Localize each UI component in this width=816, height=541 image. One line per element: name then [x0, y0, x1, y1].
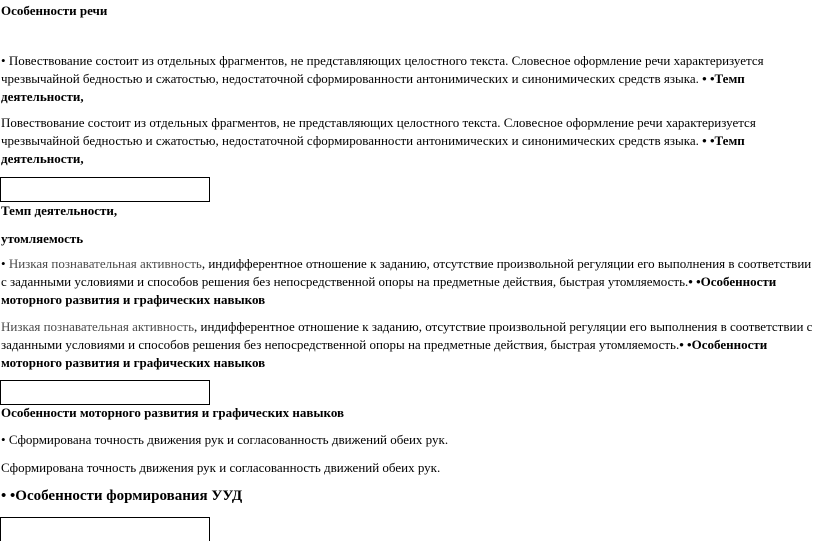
bullet-icon: • — [1, 488, 7, 504]
bullet-icon: • — [702, 71, 707, 86]
bullet-icon: • — [687, 337, 692, 352]
highlighted-text: Низкая познавательная активность — [1, 319, 194, 334]
bullet-icon: • — [709, 133, 715, 148]
bullet-icon: • — [10, 488, 16, 504]
bullet-icon: • — [1, 53, 6, 68]
inline-heading: Особенности моторного развития и графических навыков — [1, 337, 768, 370]
speech-plain-paragraph — [1, 114, 813, 168]
section-heading: Особенности моторного развития и графических навыков — [1, 405, 345, 420]
inline-heading: Темп деятельности, — [1, 133, 745, 166]
bullet-icon: • — [696, 274, 701, 289]
motor-bullet-paragraph — [1, 431, 813, 449]
bullet-icon: • — [702, 133, 707, 148]
empty-frame — [0, 380, 210, 405]
motor-text: Сформирована точность движения рук и согласованность движений обеих рук. — [1, 460, 441, 475]
bullet-icon: • — [1, 432, 6, 447]
uud-heading-text: Особенности формирования УУД — [15, 488, 243, 504]
bullet-icon: • — [1, 256, 6, 271]
section-heading: Темп деятельности, — [1, 203, 118, 218]
bullet-icon: • — [709, 71, 715, 86]
speech-text: Повествование состоит из отдельных фрагментов, не представляющих целостного текста. Словесное оформление речи характеризуется чрезвычайной бедностью и сжатостью, недостаточной сформированности антонимических и синонимических средств языка. — [1, 115, 756, 148]
motor-plain-paragraph — [1, 459, 813, 477]
section-subheading: утомляемость — [1, 231, 84, 246]
page-title: Особенности речи — [1, 3, 108, 18]
empty-frame — [0, 177, 210, 202]
inline-heading: Особенности моторного развития и графических навыков — [1, 274, 777, 307]
uud-heading — [1, 488, 242, 505]
tempo-plain-paragraph — [1, 318, 813, 372]
empty-frame — [0, 517, 210, 541]
speech-bullet-paragraph — [1, 52, 813, 106]
tempo-text: , индифферентное отношение к заданию, отсутствие произвольной регуляции его выполнения в соответствии с заданными условиями и способов решения без непосредственной опоры на предметные действия, быстрая утомляемость. — [1, 319, 813, 352]
motor-text: Сформирована точность движения рук и согласованность движений обеих рук. — [8, 432, 449, 447]
inline-heading: Темп деятельности, — [1, 71, 745, 104]
tempo-text: , индифферентное отношение к заданию, отсутствие произвольной регуляции его выполнения в соответствии с заданными условиями и способов решения без непосредственной опоры на предметные действия, быстрая утомляемость. — [1, 256, 812, 289]
highlighted-text: Низкая познавательная активность — [8, 256, 202, 271]
bullet-icon: • — [688, 274, 693, 289]
tempo-bullet-paragraph — [1, 255, 813, 309]
speech-text: Повествование состоит из отдельных фрагментов, не представляющих целостного текста. Словесное оформление речи характеризуется чрезвычайной бедностью и сжатостью, недостаточной сформированности антонимических и синонимических средств языка. — [1, 53, 764, 86]
bullet-icon: • — [679, 337, 684, 352]
